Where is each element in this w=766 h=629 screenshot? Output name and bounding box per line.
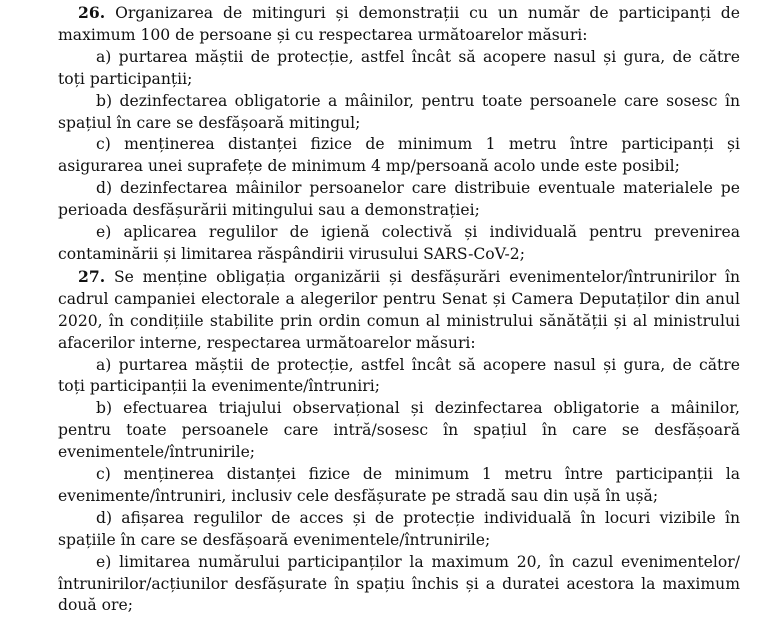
article-27-item-e: e) limitarea numărului participanților la maximum 20, în cazul evenimentelor/întrunirilor/acțiunilor desfășurate în spațiu închis și a duratei acestora la maximum două ore; xyxy=(58,552,740,615)
article-26-number: 26. xyxy=(78,3,106,22)
article-27-intro-text: Se menține obligația organizării și desfășurări evenimentelor/întrunirilor în cadrul campaniei electorale a alegerilor pentru Senat și Camera Deputaților din anul 2020, în condițiile stabilite prin ordin comun al ministrului sănătății și al ministrului afacerilor interne, respectarea următoarelor măsuri: xyxy=(58,267,740,352)
article-26-item-a: a) purtarea măștii de protecție, astfel încât să acopere nasul și gura, de către toți participanții; xyxy=(58,47,740,88)
article-27-number: 27. xyxy=(78,266,106,286)
article-26-intro xyxy=(58,2,740,47)
article-26-intro-text: Organizarea de mitinguri și demonstrații cu un număr de participanți de maximum 100 de persoane și cu respectarea următoarelor măsuri: xyxy=(58,4,740,44)
article-27-intro xyxy=(58,266,740,355)
cut-off-next-line xyxy=(58,617,740,629)
article-26-item-e: e) aplicarea regulilor de igienă colectivă și individuală pentru prevenirea contaminării și limitarea răspândirii virusului SARS-CoV-2; xyxy=(58,223,740,263)
article-27-item-d: d) afișarea regulilor de acces și de protecție individuală în locuri vizibile în spațiile în care se desfășoară evenimentele/întrunirile; xyxy=(58,508,740,549)
article-26-item-c: c) menținerea distanței fizice de minimum 1 metru între participanți și asigurarea unei suprafețe de minimum 4 mp/persoană acolo unde este posibil; xyxy=(58,135,740,176)
article-26-item-b: b) dezinfectarea obligatorie a mâinilor, pentru toate persoanele care sosesc în spațiul în care se desfășoară mitingul; xyxy=(58,91,740,132)
article-27-item-b: b) efectuarea triajului observațional și dezinfectarea obligatorie a mâinilor, pentru toate persoanele care intră/sosesc în spațiul în care se desfășoară evenimentele/întrunirile; xyxy=(58,399,740,462)
article-27-item-c: c) menținerea distanței fizice de minimum 1 metru între participanții la evenimente/întruniri, inclusiv cele desfășurate pe stradă sau din ușă în ușă; xyxy=(58,465,740,505)
article-27-item-a: a) purtarea măștii de protecție, astfel încât să acopere nasul și gura, de către toți participanții la evenimente/întruniri; xyxy=(58,355,740,396)
document-page xyxy=(58,2,740,629)
article-26-item-d: d) dezinfectarea mâinilor persoanelor care distribuie eventuale materialele pe perioada desfășurării mitingului sau a demonstrației; xyxy=(58,179,740,220)
